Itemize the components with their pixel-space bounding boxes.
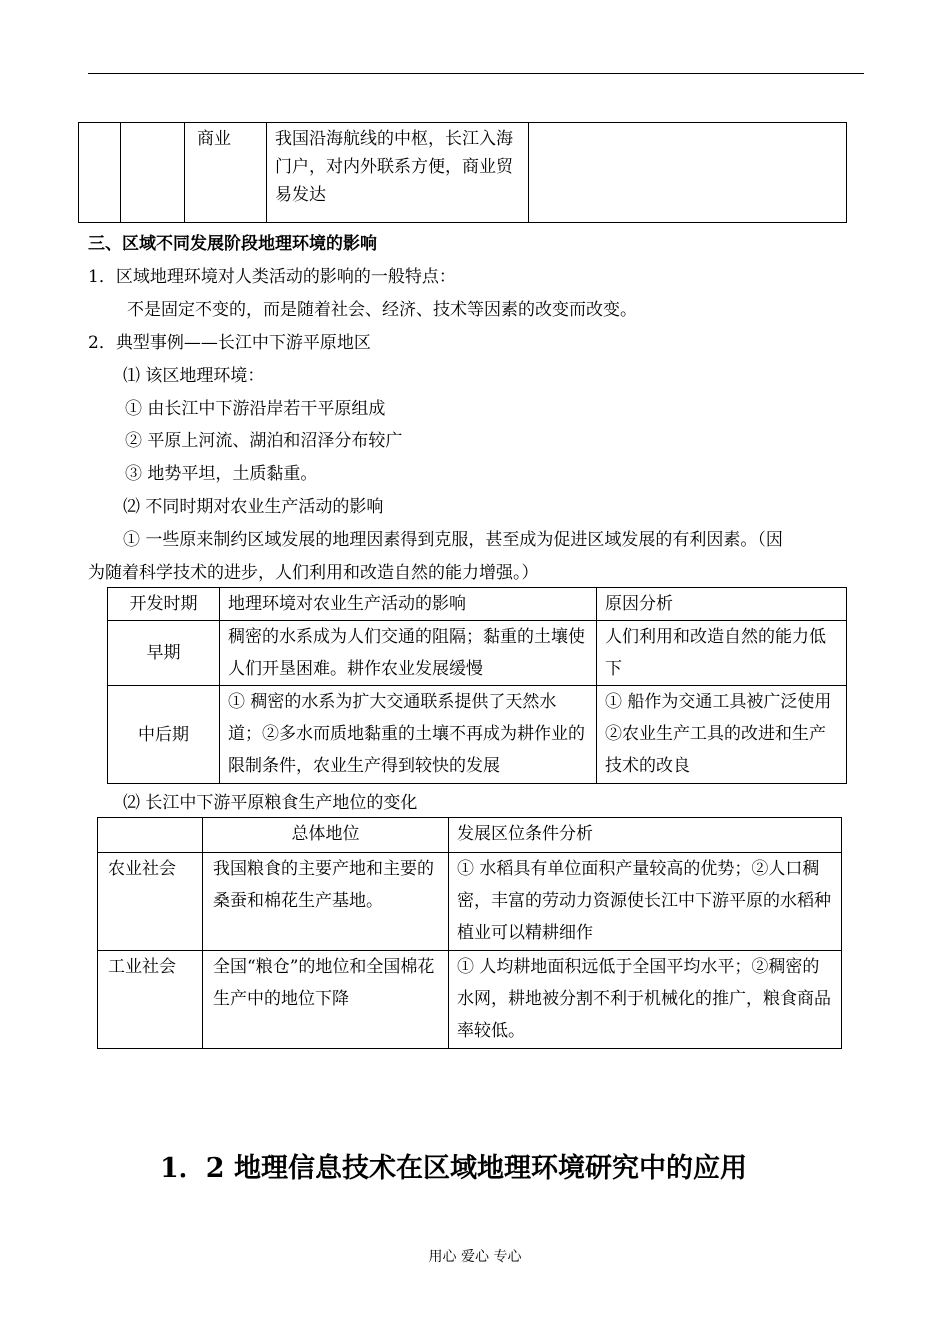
analysis-cell: ① 人均耕地面积远低于全国平均水平；②稠密的水网，耕地被分割不利于机械化的推广，粮食商品率较低。 <box>449 951 842 1049</box>
reason-cell: 人们利用和改造自然的能力低下 <box>597 621 847 686</box>
status-cell: 全国“粮仓”的地位和全国棉花生产中的地位下降 <box>203 951 449 1049</box>
society-cell: 农业社会 <box>98 853 203 951</box>
item-1: 1．区域地理环境对人类活动的影响的一般特点： <box>88 267 456 287</box>
header-cell <box>98 818 203 853</box>
header-cell: 原因分析 <box>597 588 847 621</box>
table-cell <box>121 123 185 223</box>
table-development-periods <box>107 587 847 784</box>
table-header-row <box>98 818 842 853</box>
table-row <box>108 686 847 784</box>
period-cell: 早期 <box>108 621 220 686</box>
description-cell <box>267 123 529 223</box>
header-cell: 发展区位条件分析 <box>449 818 842 853</box>
impact-cell: 稠密的水系成为人们交通的阻隔；黏重的土壤使人们开垦困难。耕作农业发展缓慢 <box>220 621 597 686</box>
sub-heading-2: ⑵ 不同时期对农业生产活动的影响 <box>123 497 384 517</box>
paragraph-line-2: 为随着科学技术的进步，人们利用和改造自然的能力增强。） <box>88 563 539 583</box>
table-cell <box>79 123 121 223</box>
point-2: ② 平原上河流、湖泊和沼泽分布较广 <box>125 431 403 451</box>
category-cell <box>185 123 267 223</box>
reason-cell: ① 船作为交通工具被广泛使用②农业生产工具的改进和生产技术的改良 <box>597 686 847 784</box>
page-footer: 用心 爱心 专心 <box>428 1249 522 1265</box>
table-row <box>108 621 847 686</box>
analysis-cell: ① 水稻具有单位面积产量较高的优势；②人口稠密，丰富的劳动力资源使长江中下游平原的水稻种植业可以精耕细作 <box>449 853 842 951</box>
table-row <box>98 853 842 951</box>
point-1: ① 由长江中下游沿岸若干平原组成 <box>125 399 386 419</box>
status-cell: 我国粮食的主要产地和主要的桑蚕和棉花生产基地。 <box>203 853 449 951</box>
impact-cell: ① 稠密的水系为扩大交通联系提供了天然水道；②多水而质地黏重的土壤不再成为耕作业的限制条件，农业生产得到较快的发展 <box>220 686 597 784</box>
table-row <box>98 951 842 1049</box>
category-text: 商业 <box>197 129 231 149</box>
table-grain-status <box>97 817 842 1049</box>
chapter-title: 1．2 地理信息技术在区域地理环境研究中的应用 <box>160 1153 747 1184</box>
header-cell: 开发时期 <box>108 588 220 621</box>
sub-heading-3: ⑵ 长江中下游平原粮食生产地位的变化 <box>123 793 418 813</box>
item-1-text: 不是固定不变的，而是随着社会、经济、技术等因素的改变而改变。 <box>127 300 637 320</box>
point-3: ③ 地势平坦，土质黏重。 <box>125 464 318 484</box>
header-rule <box>88 73 864 74</box>
table-header-row <box>108 588 847 621</box>
table-commerce <box>78 122 847 223</box>
header-cell: 总体地位 <box>203 818 449 853</box>
item-2: 2．典型事例——长江中下游平原地区 <box>88 333 371 353</box>
sub-heading-1: ⑴ 该区地理环境： <box>123 366 265 386</box>
table-cell <box>529 123 847 223</box>
section-heading: 三、区域不同发展阶段地理环境的影响 <box>88 234 377 254</box>
description-text: 我国沿海航线的中枢，长江入海门户，对内外联系方便，商业贸易发达 <box>275 129 513 205</box>
header-cell: 地理环境对农业生产活动的影响 <box>220 588 597 621</box>
table-row <box>79 123 847 223</box>
period-cell: 中后期 <box>108 686 220 784</box>
society-cell: 工业社会 <box>98 951 203 1049</box>
paragraph-line-1: ① 一些原来制约区域发展的地理因素得到克服，甚至成为促进区域发展的有利因素。（因 <box>123 530 783 550</box>
